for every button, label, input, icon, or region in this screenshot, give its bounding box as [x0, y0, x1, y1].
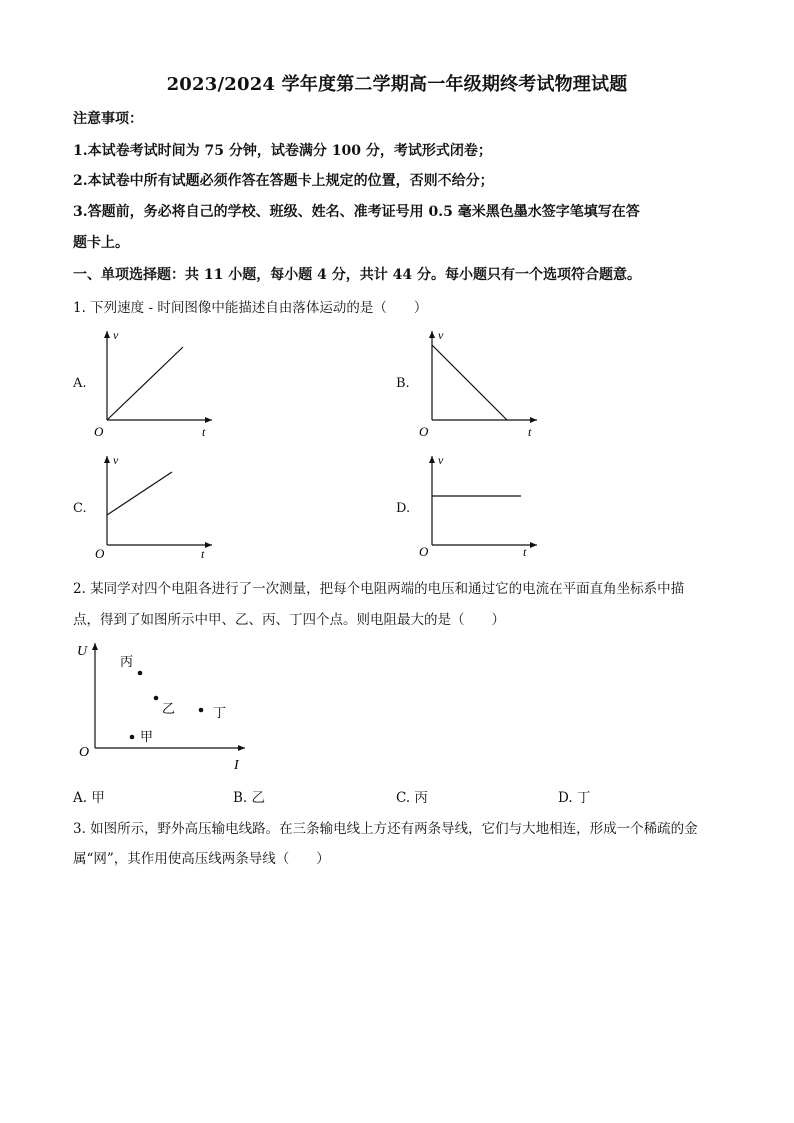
graph-b [415, 325, 545, 440]
v-axis-label: v [438, 453, 444, 467]
question-1-stem: 1. 下列速度 - 时间图像中能描述自由落体运动的是（ ） [73, 300, 428, 316]
choice-a: A. 甲 [73, 790, 105, 806]
graph-a [90, 325, 220, 440]
t-axis-label: t [528, 425, 532, 439]
graph-a-line [107, 347, 183, 420]
option-a-label: A. [73, 376, 87, 391]
point-yi-label: 乙 [162, 701, 176, 716]
ui-graph [72, 637, 262, 777]
option-d-label: D. [396, 501, 411, 516]
section-heading-single-choice: 一、单项选择题：共 11 小题，每小题 4 分，共计 44 分。每小题只有一个选项符合题意。 [73, 267, 641, 283]
question-3-stem-line-1: 3. 如图所示，野外高压输电线路。在三条输电线上方还有两条导线，它们与大地相连，形成一个稀疏的金 [73, 821, 698, 837]
t-axis-label: t [202, 425, 206, 439]
graph-d [415, 450, 545, 565]
note-item-1: 1.本试卷考试时间为 75 分钟，试卷满分 100 分，考试形式闭卷； [73, 143, 492, 159]
option-c-label: C. [73, 501, 87, 516]
option-b-label: B. [396, 376, 410, 391]
graph-c [90, 450, 220, 565]
t-axis-label: t [201, 547, 205, 561]
u-axis-label: U [77, 644, 88, 659]
note-item-3-cont: 题卡上。 [73, 235, 129, 251]
graph-c-line [107, 472, 172, 515]
choice-d: D. 丁 [558, 790, 591, 806]
choice-c: C. 丙 [396, 790, 428, 806]
v-axis-label: v [113, 328, 119, 342]
point-ding [199, 708, 204, 713]
note-item-2: 2.本试卷中所有试题必须作答在答题卡上规定的位置，否则不给分； [73, 173, 494, 189]
note-item-3: 3.答题前，务必将自己的学校、班级、姓名、准考证号用 0.5 毫米黑色墨水签字笔填写在答 [73, 204, 640, 220]
point-ding-label: 丁 [213, 705, 227, 720]
page-title: 2023/2024 学年度第二学期高一年级期终考试物理试题 [166, 74, 628, 95]
origin-label: O [94, 424, 104, 439]
question-2-stem-line-1: 2. 某同学对四个电阻各进行了一次测量，把每个电阻两端的电压和通过它的电流在平面直角坐标系中描 [73, 581, 685, 597]
origin-label: O [419, 544, 429, 559]
point-yi [154, 696, 159, 701]
v-axis-label: v [113, 453, 119, 467]
i-axis-label: I [234, 758, 239, 773]
point-jia-label: 甲 [140, 729, 154, 744]
origin-label: O [95, 546, 105, 561]
point-bing [138, 671, 143, 676]
point-bing-label: 丙 [120, 654, 134, 669]
origin-label: O [419, 424, 429, 439]
point-jia [130, 735, 135, 740]
question-3-stem-line-2: 属“网”，其作用使高压线两条导线（ ） [73, 851, 330, 867]
question-2-stem-line-2: 点，得到了如图所示中甲、乙、丙、丁四个点。则电阻最大的是（ ） [73, 612, 505, 628]
choice-b: B. 乙 [233, 790, 266, 806]
graph-b-line [432, 345, 507, 420]
notes-heading: 注意事项： [73, 111, 143, 127]
v-axis-label: v [438, 328, 444, 342]
origin-label: O [79, 745, 90, 760]
t-axis-label: t [523, 545, 527, 559]
